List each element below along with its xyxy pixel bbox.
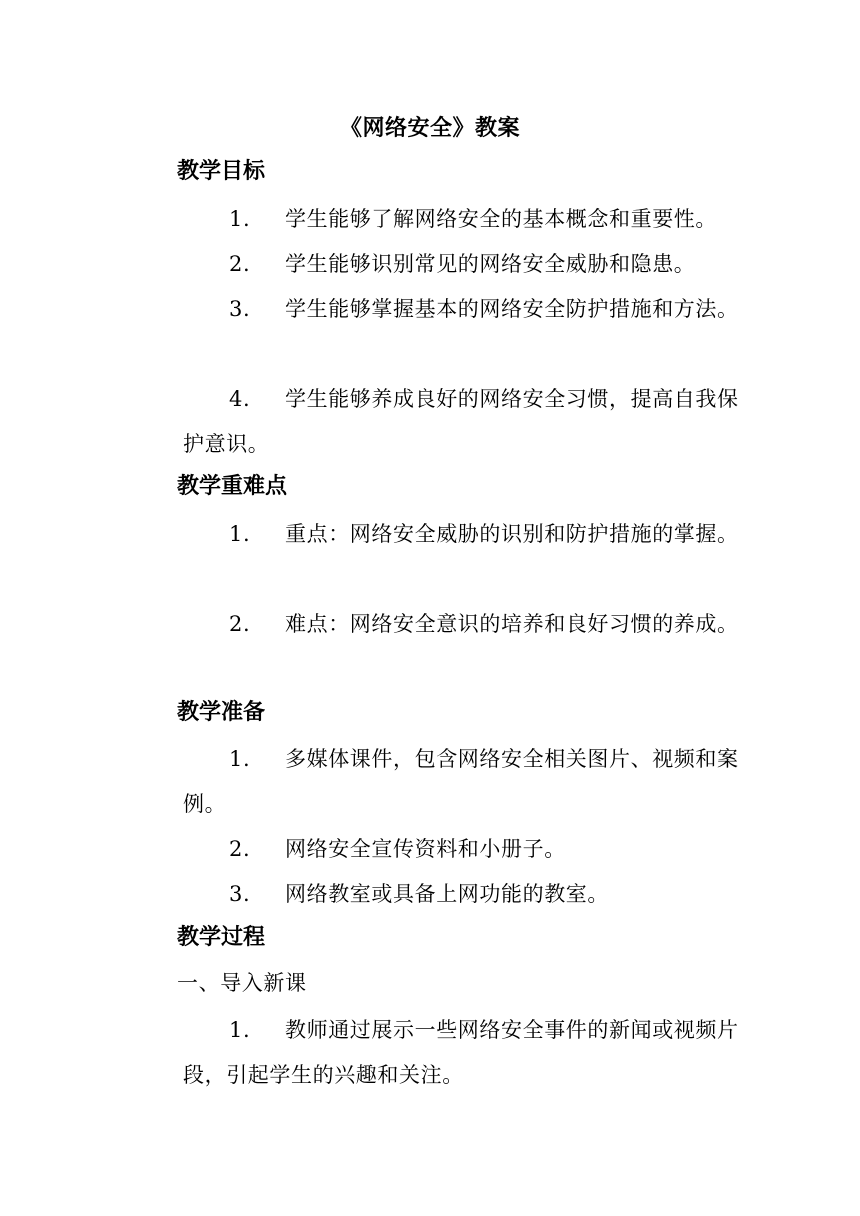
process-section-1-heading: 一、导入新课 xyxy=(177,971,307,995)
process-item-1-number: 1. xyxy=(229,1018,251,1042)
preparation-heading: 教学准备 xyxy=(177,700,266,725)
objective-item-2-text: 学生能够识别常见的网络安全威胁和隐患。 xyxy=(285,252,696,276)
objective-item-4-number: 4. xyxy=(229,387,251,411)
objectives-heading: 教学目标 xyxy=(177,159,266,184)
key-point-item-1 xyxy=(183,512,743,557)
page-title: 《网络安全》教案 xyxy=(339,115,520,141)
preparation-item-1-number: 1. xyxy=(229,747,251,771)
key-point-item-2-number: 2. xyxy=(229,612,251,636)
objective-item-3 xyxy=(183,287,743,332)
preparation-item-1-text: 多媒体课件，包含网络安全相关图片、视频和案例。 xyxy=(183,747,739,816)
key-point-item-1-text: 重点：网络安全威胁的识别和防护措施的掌握。 xyxy=(285,522,739,546)
preparation-item-3 xyxy=(183,872,743,917)
key-point-item-1-number: 1. xyxy=(229,522,251,546)
process-item-1 xyxy=(183,1008,743,1098)
objective-item-4-text: 学生能够养成良好的网络安全习惯，提高自我保护意识。 xyxy=(183,387,739,456)
preparation-item-3-number: 3. xyxy=(229,882,251,906)
preparation-item-2 xyxy=(183,827,743,872)
objective-item-3-text: 学生能够掌握基本的网络安全防护措施和方法。 xyxy=(285,297,739,321)
key-point-item-2 xyxy=(183,602,743,647)
process-item-1-text: 教师通过展示一些网络安全事件的新闻或视频片段，引起学生的兴趣和关注。 xyxy=(183,1018,739,1087)
key-points-heading: 教学重难点 xyxy=(177,474,288,499)
process-heading: 教学过程 xyxy=(177,925,266,950)
preparation-item-2-text: 网络安全宣传资料和小册子。 xyxy=(285,837,566,861)
key-point-item-2-text: 难点：网络安全意识的培养和良好习惯的养成。 xyxy=(285,612,739,636)
preparation-item-1 xyxy=(183,737,743,827)
objective-item-2 xyxy=(183,242,743,287)
objective-item-4 xyxy=(183,377,743,467)
preparation-item-3-text: 网络教室或具备上网功能的教室。 xyxy=(285,882,609,906)
objective-item-1 xyxy=(183,197,743,242)
objective-item-1-text: 学生能够了解网络安全的基本概念和重要性。 xyxy=(285,207,717,231)
objective-item-3-number: 3. xyxy=(229,297,251,321)
preparation-item-2-number: 2. xyxy=(229,837,251,861)
objective-item-2-number: 2. xyxy=(229,252,251,276)
objective-item-1-number: 1. xyxy=(229,207,251,231)
